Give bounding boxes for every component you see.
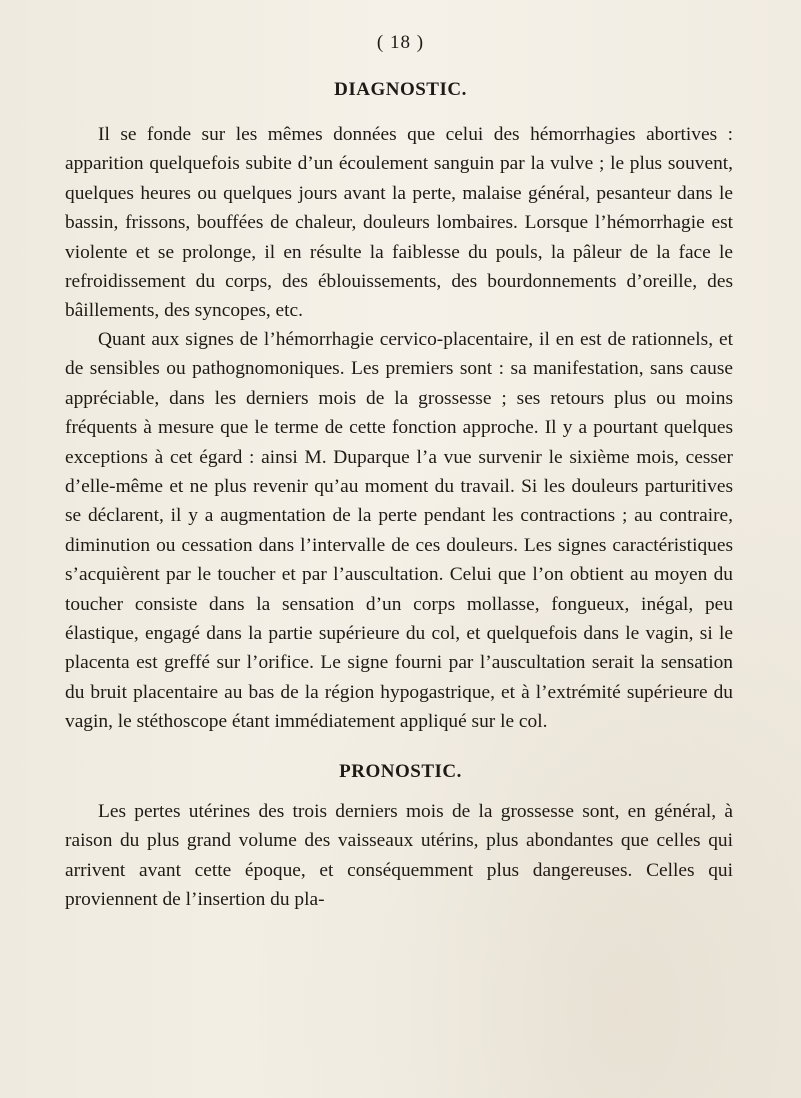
pronostic-paragraph-1: Les pertes utérines des trois derniers mois de la grossesse sont, en général, à raison du plus grand volume des vaisseaux utérins, plus abondantes que celles qui arrivent avant cette époque, et conséquemment plus dangereuses. Celles qui proviennent de l’insertion du pla- (65, 801, 733, 911)
diagnostic-paragraph-1: Il se fonde sur les mêmes données que celui des hémorrhagies abortives : apparition quelquefois subite d’un écoulement sanguin par la vulve ; le plus souvent, quelques heures ou quelques jours avant la perte, malaise général, pesanteur dans le bassin, frissons, bouffées de chaleur, douleurs lombaires. Lorsque l’hémorrhagie est violente et se prolonge, il en résulte la faiblesse du pouls, la pâleur de la face le refroidissement du corps, des éblouissements, des bourdonnements d’oreille, des bâillements, des syncopes, etc. (65, 124, 733, 322)
section-title-diagnostic: DIAGNOSTIC. (334, 79, 467, 100)
page-number: ( 18 ) (376, 32, 425, 53)
section-title-pronostic: PRONOSTIC. (339, 761, 462, 782)
diagnostic-paragraph-2: Quant aux signes de l’hémorrhagie cervico-placentaire, il en est de rationnels, et de sensibles ou pathognomoniques. Les premiers sont : sa manifestation, sans cause appréciable, dans les derniers mois de la grossesse ; ses retours plus ou moins fréquents à mesure que le terme de cette fonction approche. Il y a pourtant quelques exceptions à cet égard : ainsi M. Duparque l’a vue survenir le sixième mois, cesser d’elle-même et ne plus revenir qu’au moment du travail. Si les douleurs parturitives se déclarent, il y a augmentation de la perte pendant les contractions ; au contraire, diminution ou cessation dans l’intervalle de ces douleurs. Les signes caractéristiques s’acquièrent par le toucher et par l’auscultation. Celui que l’on obtient au moyen du toucher consiste dans la sensation d’un corps mollasse, fongueux, inégal, peu élastique, engagé dans la partie supérieure du col, et quelquefois dans le vagin, si le placenta est greffé sur l’orifice. Le signe fourni par l’auscultation serait la sensation du bruit placentaire au bas de la région hypogastrique, et à l’extrémité supérieure du vagin, le stéthoscope étant immédiatement appliqué sur le col. (65, 329, 733, 733)
